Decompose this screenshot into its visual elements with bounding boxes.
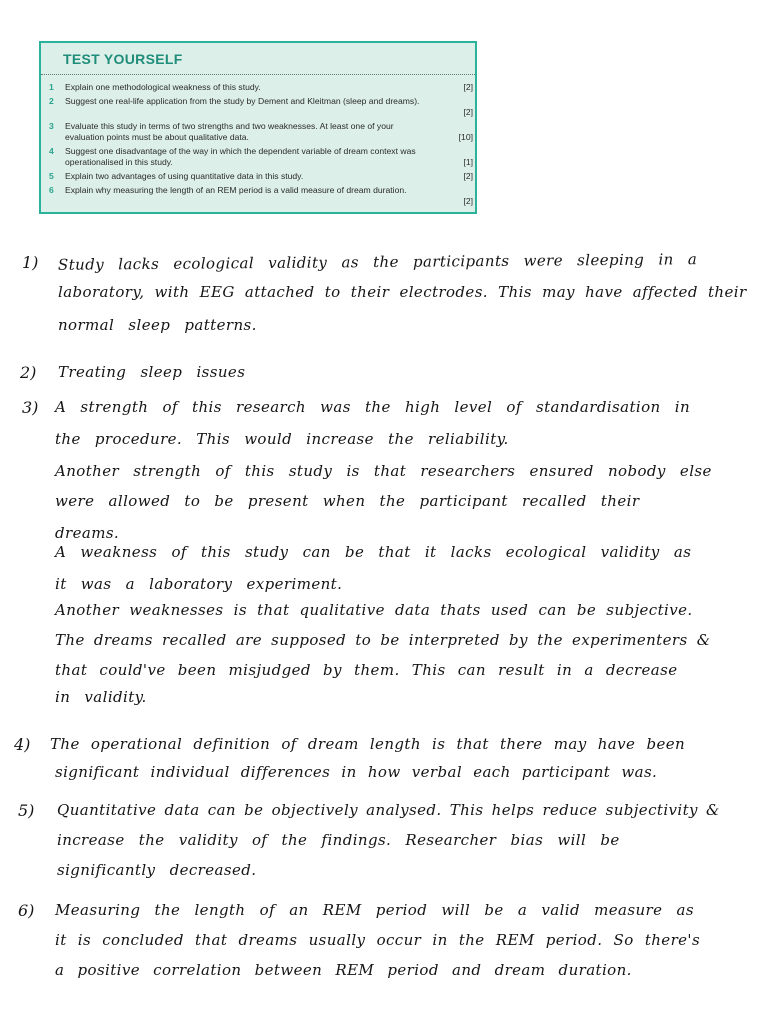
answer-4-line: The operational definition of dream length is that there may have been bbox=[50, 735, 686, 753]
question-2 bbox=[49, 96, 473, 118]
answer-1-line: laboratory, with EEG attached to their electrodes. This may have affected their bbox=[58, 283, 747, 301]
question-6 bbox=[49, 185, 473, 207]
question-number: 5 bbox=[49, 171, 54, 181]
question-marks: [2] bbox=[463, 196, 473, 206]
question-1 bbox=[49, 82, 473, 93]
answer-3-line: Another strength of this study is that researchers ensured nobody else bbox=[55, 462, 712, 480]
answer-6-line: a positive correlation between REM period and dream duration. bbox=[55, 961, 632, 979]
answer-6-number: 6) bbox=[18, 901, 35, 920]
answer-5-number: 5) bbox=[18, 801, 35, 820]
answer-3-line: dreams. bbox=[55, 524, 120, 542]
question-text: Suggest one real-life application from the study by Dement and Kleitman (sleep and dreams). bbox=[65, 96, 420, 106]
answer-5-line: increase the validity of the findings. Researcher bias will be bbox=[57, 831, 620, 849]
answer-1-line: Study lacks ecological validity as the participants were sleeping in a bbox=[57, 250, 698, 274]
question-number: 2 bbox=[49, 96, 54, 106]
answer-1-number: 1) bbox=[22, 253, 39, 272]
answer-4-number: 4) bbox=[14, 735, 31, 754]
answer-5-line: Quantitative data can be objectively analysed. This helps reduce subjectivity & bbox=[57, 801, 720, 819]
answer-3-line: Another weaknesses is that qualitative data thats used can be subjective. bbox=[55, 601, 693, 619]
answer-3-line: A strength of this research was the high level of standardisation in bbox=[55, 398, 690, 416]
question-marks: [2] bbox=[463, 107, 473, 117]
test-yourself-title: TEST YOURSELF bbox=[63, 51, 183, 67]
answer-1-line: normal sleep patterns. bbox=[58, 316, 257, 334]
answer-4-line: significant individual differences in how verbal each participant was. bbox=[55, 763, 658, 781]
answer-2-number: 2) bbox=[20, 363, 37, 382]
question-number: 1 bbox=[49, 82, 54, 92]
question-marks: [2] bbox=[463, 171, 473, 181]
question-number: 4 bbox=[49, 146, 54, 156]
answer-3-line: it was a laboratory experiment. bbox=[55, 575, 343, 593]
answer-3-line: A weakness of this study can be that it lacks ecological validity as bbox=[55, 543, 692, 561]
question-text: Explain one methodological weakness of this study. bbox=[65, 82, 261, 92]
test-yourself-box bbox=[39, 41, 477, 214]
answer-6-line: Measuring the length of an REM period will be a valid measure as bbox=[55, 901, 694, 919]
question-marks: [1] bbox=[463, 157, 473, 167]
test-yourself-header bbox=[41, 43, 475, 75]
question-4 bbox=[49, 146, 473, 168]
question-number: 6 bbox=[49, 185, 54, 195]
answer-5-line: significantly decreased. bbox=[57, 861, 257, 879]
question-marks: [10] bbox=[458, 132, 473, 142]
answer-3-line: in validity. bbox=[55, 688, 147, 706]
answer-3-line: the procedure. This would increase the reliability. bbox=[55, 430, 509, 448]
question-text: Explain why measuring the length of an REM period is a valid measure of dream duration. bbox=[65, 185, 407, 195]
question-text: Evaluate this study in terms of two strengths and two weaknesses. At least one of your evaluation points must be about qualitative data. bbox=[65, 121, 394, 142]
answer-3-line: The dreams recalled are supposed to be interpreted by the experimenters & bbox=[55, 631, 711, 649]
answer-3-line: were allowed to be present when the participant recalled their bbox=[55, 492, 640, 510]
answer-3-line: that could've been misjudged by them. This can result in a decrease bbox=[55, 661, 678, 679]
question-5 bbox=[49, 171, 473, 182]
divider bbox=[41, 74, 475, 75]
question-marks: [2] bbox=[463, 82, 473, 92]
answer-6-line: it is concluded that dreams usually occur in the REM period. So there's bbox=[55, 931, 701, 949]
question-3 bbox=[49, 121, 473, 143]
question-text: Explain two advantages of using quantitative data in this study. bbox=[65, 171, 304, 181]
question-text: Suggest one disadvantage of the way in which the dependent variable of dream context was operationalised in this study. bbox=[65, 146, 416, 167]
question-number: 3 bbox=[49, 121, 54, 131]
answer-2-line: Treating sleep issues bbox=[58, 363, 246, 381]
answer-3-number: 3) bbox=[22, 398, 39, 417]
